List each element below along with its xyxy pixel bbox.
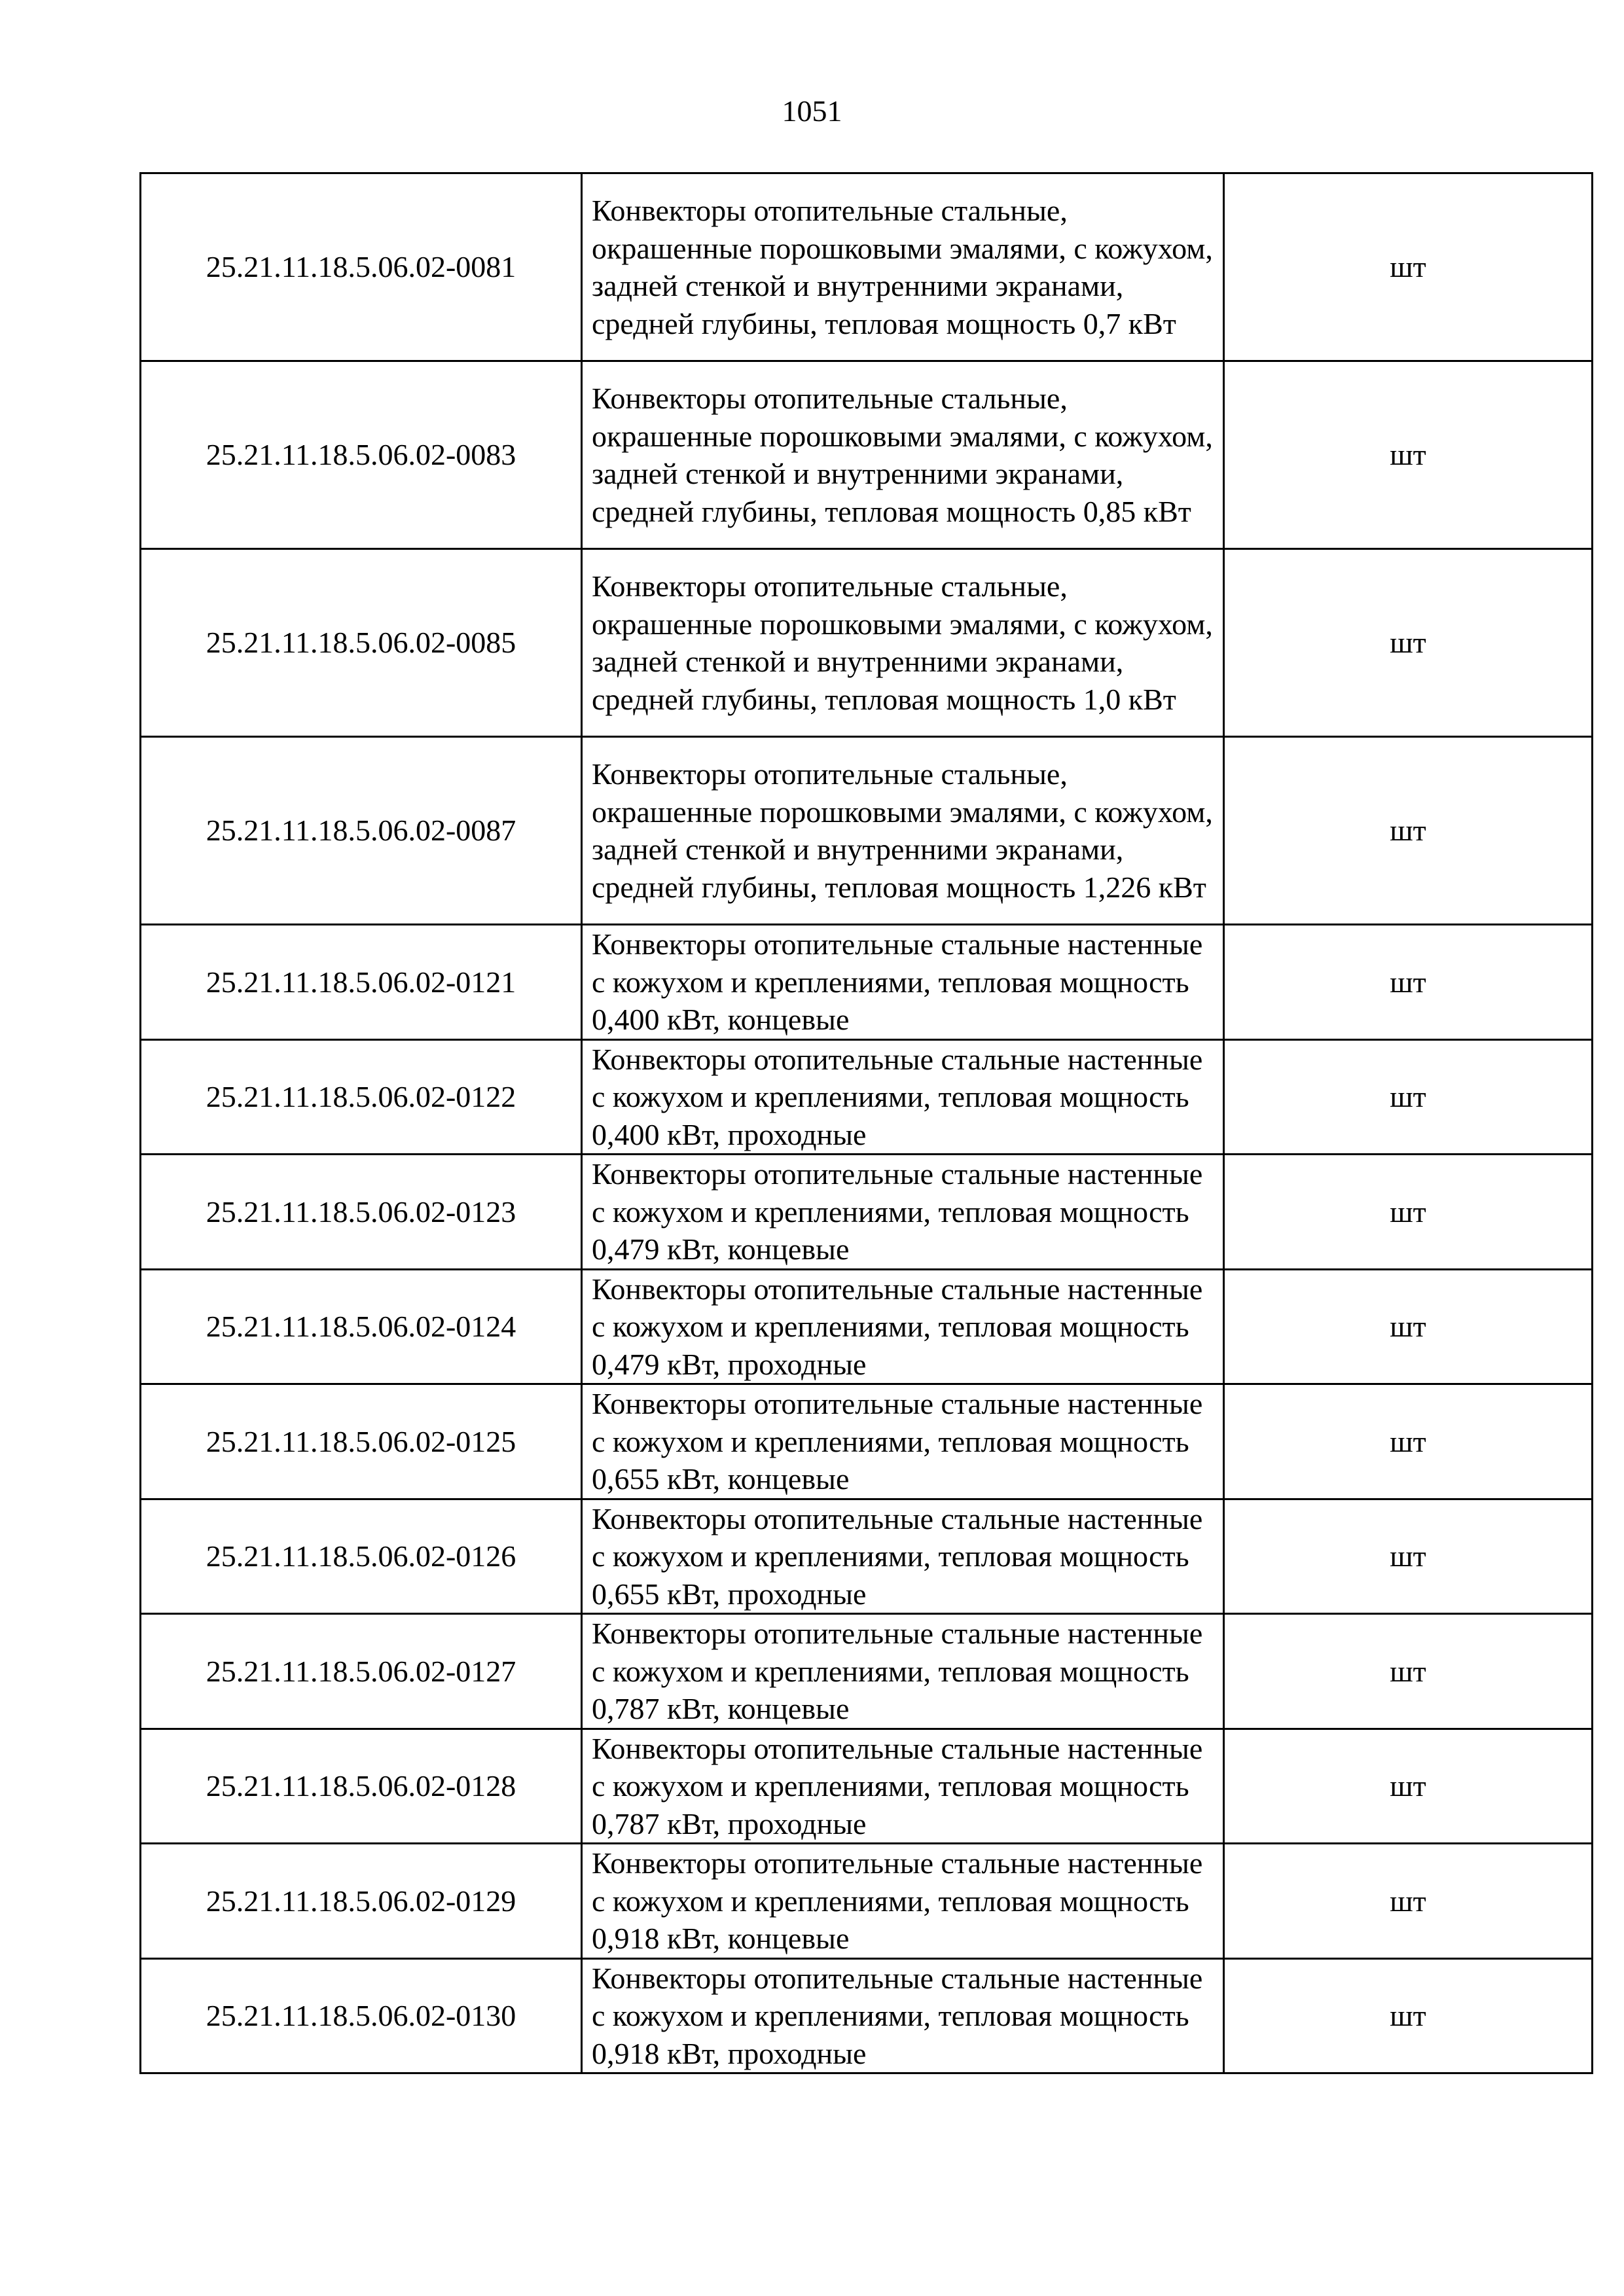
item-unit: шт [1224, 173, 1593, 361]
page-number: 1051 [782, 94, 842, 128]
item-code: 25.21.11.18.5.06.02-0087 [141, 737, 582, 925]
table-row [141, 925, 1593, 1040]
item-description: Конвекторы отопительные стальные, окрашенные порошковыми эмалями, с кожухом, задней стенкой и внутренними экранами, средней глубины, тепловая мощность 1,226 кВт [582, 737, 1224, 925]
catalog-table-body [141, 173, 1593, 2073]
table-row [141, 1039, 1593, 1155]
item-code: 25.21.11.18.5.06.02-0085 [141, 549, 582, 737]
table-row [141, 1499, 1593, 1614]
table-row [141, 1614, 1593, 1729]
item-description: Конвекторы отопительные стальные настенные с кожухом и креплениями, тепловая мощность 0,918 кВт, проходные [582, 1958, 1224, 2073]
item-description: Конвекторы отопительные стальные настенные с кожухом и креплениями, тепловая мощность 0,655 кВт, концевые [582, 1384, 1224, 1499]
item-description: Конвекторы отопительные стальные настенные с кожухом и креплениями, тепловая мощность 0,479 кВт, проходные [582, 1269, 1224, 1384]
item-unit: шт [1224, 549, 1593, 737]
item-unit: шт [1224, 1384, 1593, 1499]
table-row [141, 1729, 1593, 1844]
item-code: 25.21.11.18.5.06.02-0124 [141, 1269, 582, 1384]
table-row [141, 1155, 1593, 1270]
item-unit: шт [1224, 1729, 1593, 1844]
item-code: 25.21.11.18.5.06.02-0121 [141, 925, 582, 1040]
item-code: 25.21.11.18.5.06.02-0127 [141, 1614, 582, 1729]
item-description: Конвекторы отопительные стальные, окрашенные порошковыми эмалями, с кожухом, задней стенкой и внутренними экранами, средней глубины, тепловая мощность 1,0 кВт [582, 549, 1224, 737]
item-code: 25.21.11.18.5.06.02-0126 [141, 1499, 582, 1614]
item-unit: шт [1224, 925, 1593, 1040]
item-unit: шт [1224, 1614, 1593, 1729]
table-row [141, 361, 1593, 549]
item-unit: шт [1224, 1039, 1593, 1155]
item-unit: шт [1224, 1155, 1593, 1270]
item-description: Конвекторы отопительные стальные, окрашенные порошковыми эмалями, с кожухом, задней стенкой и внутренними экранами, средней глубины, тепловая мощность 0,7 кВт [582, 173, 1224, 361]
table-row [141, 1844, 1593, 1959]
item-description: Конвекторы отопительные стальные, окрашенные порошковыми эмалями, с кожухом, задней стенкой и внутренними экранами, средней глубины, тепловая мощность 0,85 кВт [582, 361, 1224, 549]
table-row [141, 737, 1593, 925]
item-code: 25.21.11.18.5.06.02-0081 [141, 173, 582, 361]
catalog-table [139, 172, 1593, 2074]
item-description: Конвекторы отопительные стальные настенные с кожухом и креплениями, тепловая мощность 0,400 кВт, проходные [582, 1039, 1224, 1155]
table-row [141, 1269, 1593, 1384]
item-description: Конвекторы отопительные стальные настенные с кожухом и креплениями, тепловая мощность 0,918 кВт, концевые [582, 1844, 1224, 1959]
item-description: Конвекторы отопительные стальные настенные с кожухом и креплениями, тепловая мощность 0,479 кВт, концевые [582, 1155, 1224, 1270]
item-code: 25.21.11.18.5.06.02-0083 [141, 361, 582, 549]
item-code: 25.21.11.18.5.06.02-0128 [141, 1729, 582, 1844]
item-unit: шт [1224, 1958, 1593, 2073]
item-description: Конвекторы отопительные стальные настенные с кожухом и креплениями, тепловая мощность 0,400 кВт, концевые [582, 925, 1224, 1040]
item-code: 25.21.11.18.5.06.02-0123 [141, 1155, 582, 1270]
table-row [141, 1958, 1593, 2073]
item-unit: шт [1224, 361, 1593, 549]
item-description: Конвекторы отопительные стальные настенные с кожухом и креплениями, тепловая мощность 0,787 кВт, концевые [582, 1614, 1224, 1729]
item-code: 25.21.11.18.5.06.02-0125 [141, 1384, 582, 1499]
item-code: 25.21.11.18.5.06.02-0130 [141, 1958, 582, 2073]
item-description: Конвекторы отопительные стальные настенные с кожухом и креплениями, тепловая мощность 0,655 кВт, проходные [582, 1499, 1224, 1614]
table-row [141, 173, 1593, 361]
item-unit: шт [1224, 1269, 1593, 1384]
item-code: 25.21.11.18.5.06.02-0122 [141, 1039, 582, 1155]
item-description: Конвекторы отопительные стальные настенные с кожухом и креплениями, тепловая мощность 0,787 кВт, проходные [582, 1729, 1224, 1844]
item-unit: шт [1224, 1499, 1593, 1614]
item-code: 25.21.11.18.5.06.02-0129 [141, 1844, 582, 1959]
table-row [141, 549, 1593, 737]
table-row [141, 1384, 1593, 1499]
item-unit: шт [1224, 737, 1593, 925]
item-unit: шт [1224, 1844, 1593, 1959]
